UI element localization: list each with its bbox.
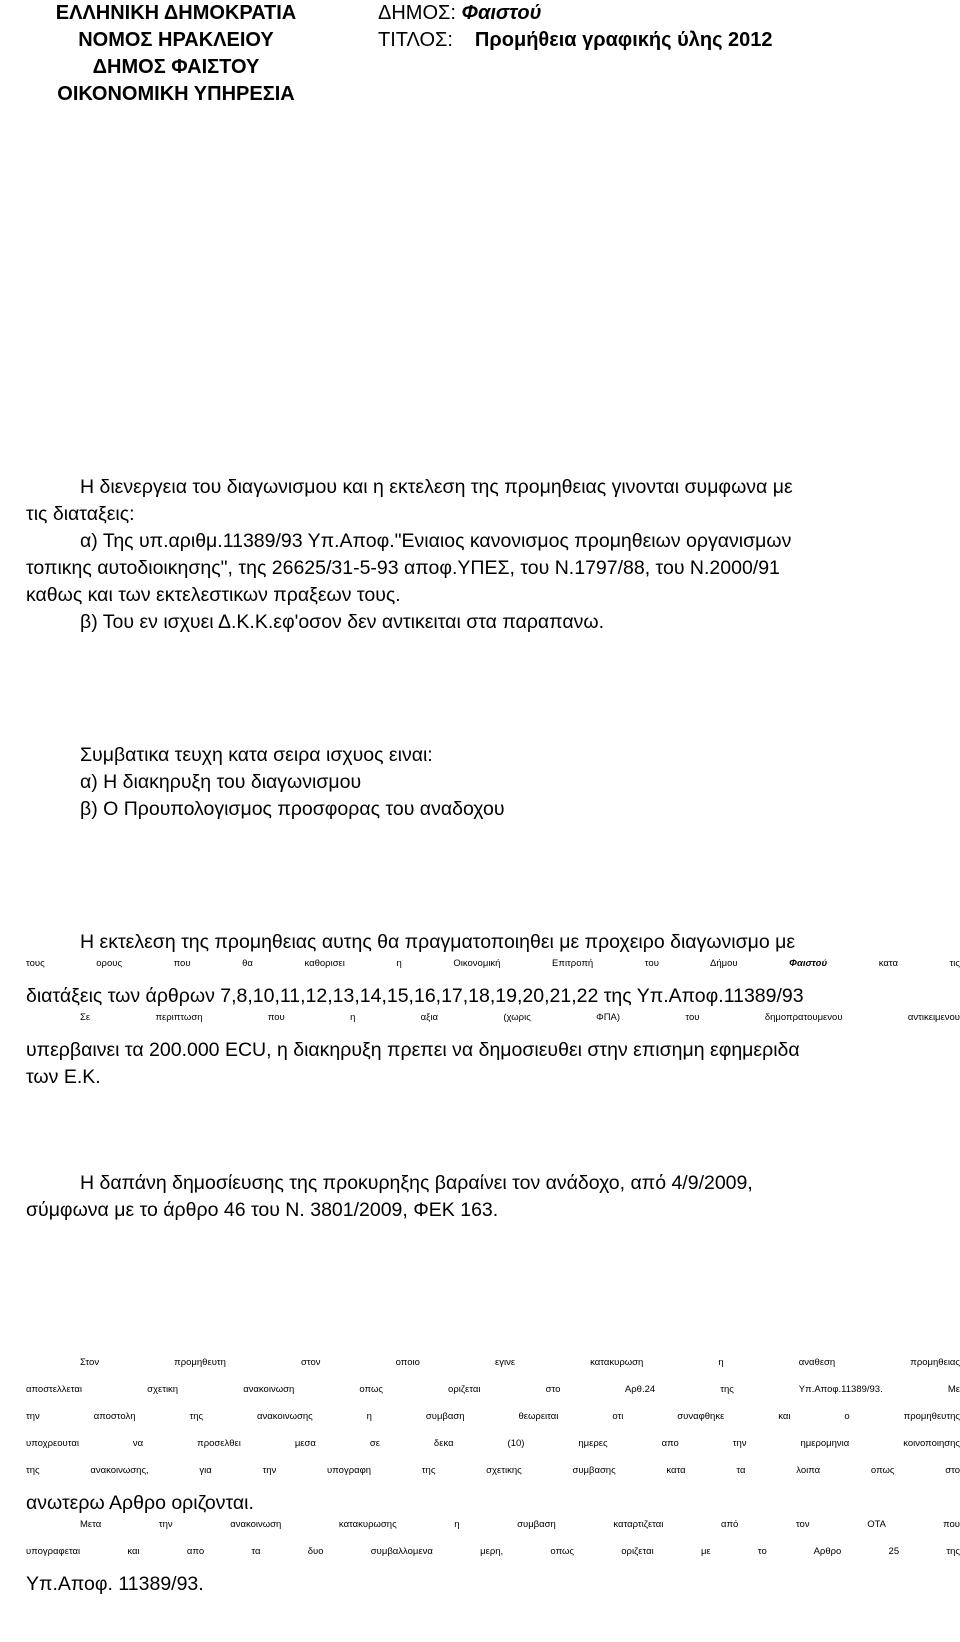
article-6-line: υποχρεουται να προσελθει μεσα σε δεκα (10) ημερες απο την ημερομηνια κοινοποιησης xyxy=(26,1438,960,1449)
article-4-line: Η εκτελεση της προμηθειας αυτης θα πραγματοποιηθει με προχειρο διαγωνισμο με xyxy=(80,931,796,953)
article-6-line: Στον προμηθευτη στον οποιο εγινε κατακυρωση η αναθεση προμηθειας xyxy=(80,1357,960,1368)
titlos-row xyxy=(378,27,773,54)
titlos-value: Προμήθεια γραφικής ύλης 2012 xyxy=(474,29,773,51)
article-5-line: σύμφωνα με το άρθρο 46 του Ν. 3801/2009, ΦΕΚ 163. xyxy=(26,1199,499,1221)
article-2-line: τις διαταξεις: xyxy=(26,503,135,525)
article-6-line: Μετα την ανακοινωση κατακυρωσης η συμβαση καταρτιζεται από τον ΟΤΑ που xyxy=(80,1519,960,1530)
article-6-line: υπογραφεται και απο τα δυο συμβαλλομενα μερη, οπως οριζεται με το Αρθρο 25 της xyxy=(26,1546,960,1557)
project-block xyxy=(378,0,773,54)
article-6-line: ανωτερω Αρθρο οριζονται. xyxy=(26,1492,254,1514)
issuer-line: ΝΟΜΟΣ ΗΡΑΚΛΕΙΟΥ xyxy=(78,29,274,51)
dimos-label: ΔΗΜΟΣ: xyxy=(378,2,456,24)
article-4-municipality: Φαιστού xyxy=(789,958,828,969)
article-4-line: διατάξεις των άρθρων 7,8,10,11,12,13,14,15,16,17,18,19,20,21,22 της Υπ.Αποφ.11389/93 xyxy=(26,985,804,1007)
article-5-line: Η δαπάνη δημοσίευσης της προκυρηξης βαραίνει τον ανάδοχο, από 4/9/2009, xyxy=(80,1172,753,1194)
issuer-block xyxy=(26,0,326,108)
article-6-line: της ανακοινωσης, για την υπογραφη της σχετικης συμβασης κατα τα λοιπα οπως στο xyxy=(26,1465,960,1476)
titlos-label: ΤΙΤΛΟΣ: xyxy=(378,29,453,51)
issuer-line: ΟΙΚΟΝΟΜΙΚΗ ΥΠΗΡΕΣΙΑ xyxy=(57,83,295,105)
article-2-line: β) Του εν ισχυει Δ.Κ.Κ.εφ'οσον δεν αντικειται στα παραπανω. xyxy=(80,611,605,633)
article-6-line: την αποστολη της ανακοινωσης η συμβαση θεωρειται οτι συναφθηκε και ο προμηθευτης xyxy=(26,1411,960,1422)
article-3-line: Συμβατικα τευχη κατα σειρα ισχυος ειναι: xyxy=(80,744,433,766)
article-4-line: των Ε.Κ. xyxy=(26,1066,101,1088)
article-4-line: Σε περιπτωση που η αξια (χωρις ΦΠΑ) του δημοπρατουμενου αντικειμενου xyxy=(80,1012,960,1023)
article-4-line2-suffix: κατα τις xyxy=(827,958,960,969)
article-2-line: τοπικης αυτοδιοικησης", της 26625/31-5-93 αποφ.ΥΠΕΣ, του Ν.1797/88, του Ν.2000/91 xyxy=(26,557,780,579)
article-2-line: Η διενεργεια του διαγωνισμου και η εκτελεση της προμηθειας γινονται συμφωνα με xyxy=(80,476,793,498)
dimos-value: Φαιστού xyxy=(461,2,542,24)
article-4-line2-prefix: τους ορους που θα καθορισει η Οικονομική Επιτροπή του Δήμου xyxy=(26,958,790,969)
article-6-line: Υπ.Αποφ. 11389/93. xyxy=(26,1573,204,1595)
article-4-line: υπερβαινει τα 200.000 ECU, η διακηρυξη πρεπει να δημοσιευθει στην επισημη εφημεριδα xyxy=(26,1039,800,1061)
article-3-line: α) Η διακηρυξη του διαγωνισμου xyxy=(80,771,362,793)
article-2-line: καθως και των εκτελεστικων πραξεων τους. xyxy=(26,584,401,606)
article-2-line: α) Της υπ.αριθμ.11389/93 Υπ.Αποφ."Ενιαιος κανονισμος προμηθειων οργανισμων xyxy=(80,530,792,552)
article-6-line: αποστελλεται σχετικη ανακοινωση οπως οριζεται στο Αρθ.24 της Υπ.Αποφ.11389/93. Με xyxy=(26,1384,960,1395)
dimos-row xyxy=(378,0,773,27)
issuer-line: ΕΛΛΗΝΙΚΗ ΔΗΜΟΚΡΑΤΙΑ xyxy=(55,2,297,24)
issuer-line: ΔΗΜΟΣ ΦΑΙΣΤΟΥ xyxy=(92,56,260,78)
article-3-line: β) Ο Προυπολογισμος προσφορας του αναδοχου xyxy=(80,798,505,820)
article-4-line xyxy=(26,958,960,969)
